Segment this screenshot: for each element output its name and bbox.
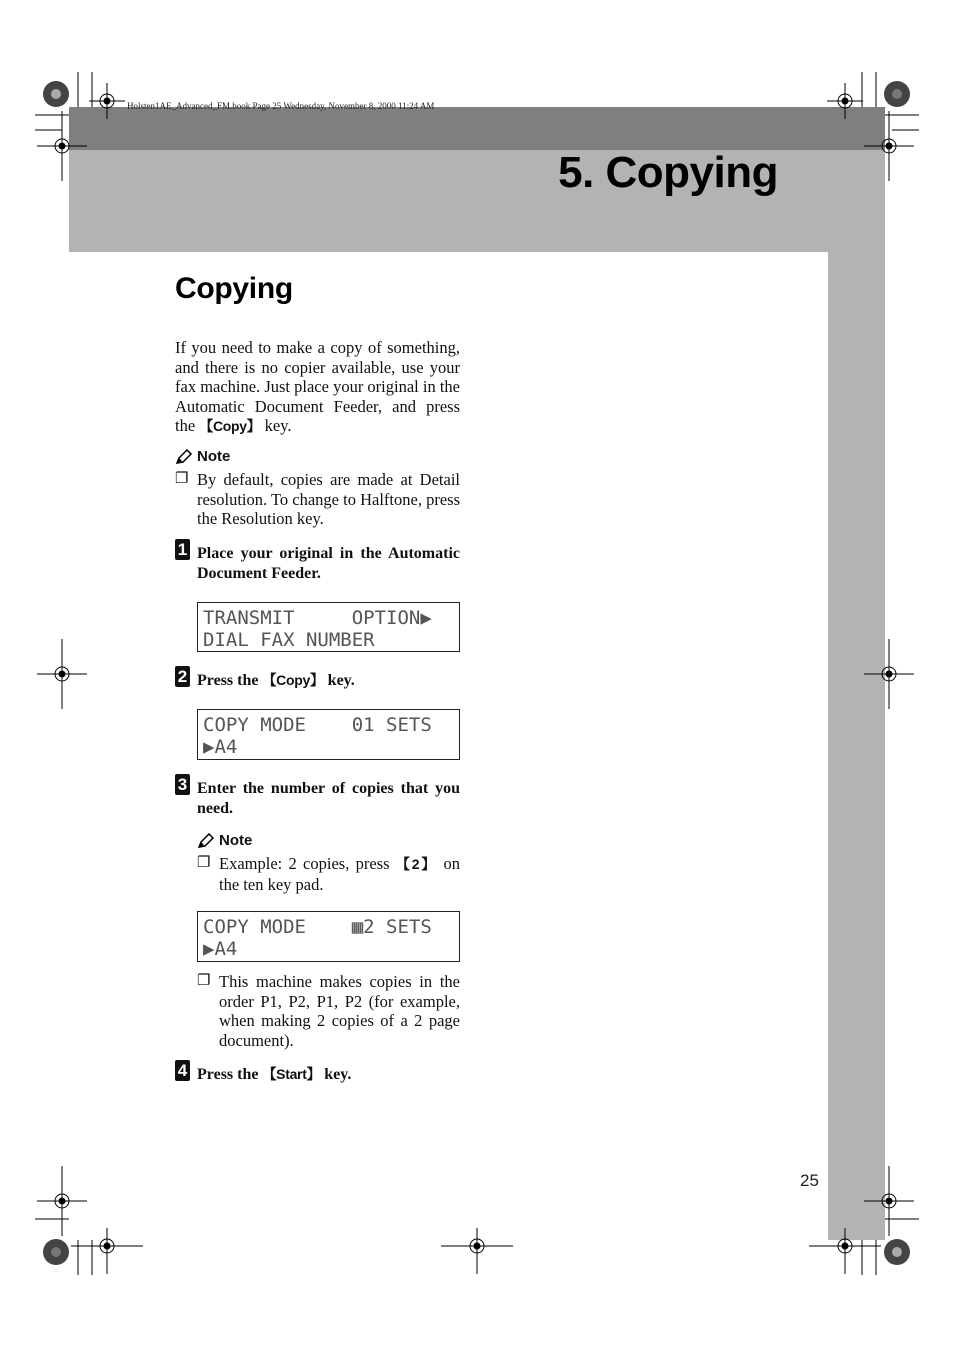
lcd-line: ▶A4 (203, 736, 238, 758)
note-text-part: Example: 2 copies, press (219, 854, 396, 873)
note-item (175, 470, 460, 529)
step-text-part: key. (323, 672, 355, 689)
step-text-part: Press the (197, 672, 263, 689)
step-number-badge: 1 (175, 539, 190, 560)
chapter-title: 5. Copying (558, 148, 778, 197)
step-text-part: Press the (197, 1066, 263, 1083)
checkbox-bullet-icon: ❐ (197, 855, 211, 871)
note-item (197, 854, 460, 894)
step-number-badge: 2 (175, 666, 190, 687)
copy-key-label: 【Copy】 (262, 672, 324, 688)
lcd-display (197, 602, 460, 652)
step-text: Enter the number of copies that you need. (197, 780, 460, 817)
digit-key-label: 【2】 (395, 856, 438, 872)
lcd-display (197, 709, 460, 760)
lcd-display (197, 911, 460, 962)
start-key-label: 【Start】 (262, 1066, 321, 1082)
pencil-icon (197, 833, 215, 849)
step-text (197, 1065, 460, 1085)
note-text-part: on the ten key pad. (219, 854, 461, 894)
page-number: 25 (800, 1171, 819, 1190)
section-title: Copying (175, 272, 293, 305)
note-heading-label: Note (197, 448, 231, 465)
lcd-line: DIAL FAX NUMBER (203, 629, 375, 651)
step-number-badge: 4 (175, 1060, 190, 1081)
lcd-line: TRANSMIT OPTION▶ (203, 607, 432, 629)
step-text-part: key. (320, 1066, 352, 1083)
lcd-line: ▶A4 (203, 938, 238, 960)
copy-key-label: 【Copy】 (199, 418, 261, 435)
file-header-line: Holsten1AE_Advanced_FM.book Page 25 Wednesday, November 8, 2000 11:24 AM (127, 101, 435, 111)
note-heading (197, 832, 252, 849)
pencil-icon (175, 449, 193, 465)
intro-text: If you need to make a copy of something, and there is no copier available, use your fax machine. Just place your original in the Automatic Document Feeder, and press the (175, 338, 460, 436)
lcd-line: COPY MODE 01 SETS (203, 714, 432, 736)
note-item (197, 972, 460, 1050)
checkbox-bullet-icon: ❐ (197, 973, 211, 989)
intro-text-end: key. (260, 416, 292, 436)
intro-paragraph (175, 338, 460, 437)
step-number-badge: 3 (175, 774, 190, 795)
note-heading-label: Note (219, 832, 253, 849)
step-text (197, 671, 460, 691)
note-item-text (219, 854, 460, 894)
note-item-text: By default, copies are made at Detail resolution. To change to Halftone, press the Resolution key. (197, 470, 460, 529)
step-text: Place your original in the Automatic Document Feeder. (197, 545, 460, 582)
note-heading (175, 448, 230, 465)
note-item-text: This machine makes copies in the order P1, P2, P1, P2 (for example, when making 2 copies of a 2 page document). (219, 972, 460, 1050)
checkbox-bullet-icon: ❐ (175, 471, 189, 487)
lcd-line: COPY MODE ▦2 SETS (203, 916, 432, 938)
